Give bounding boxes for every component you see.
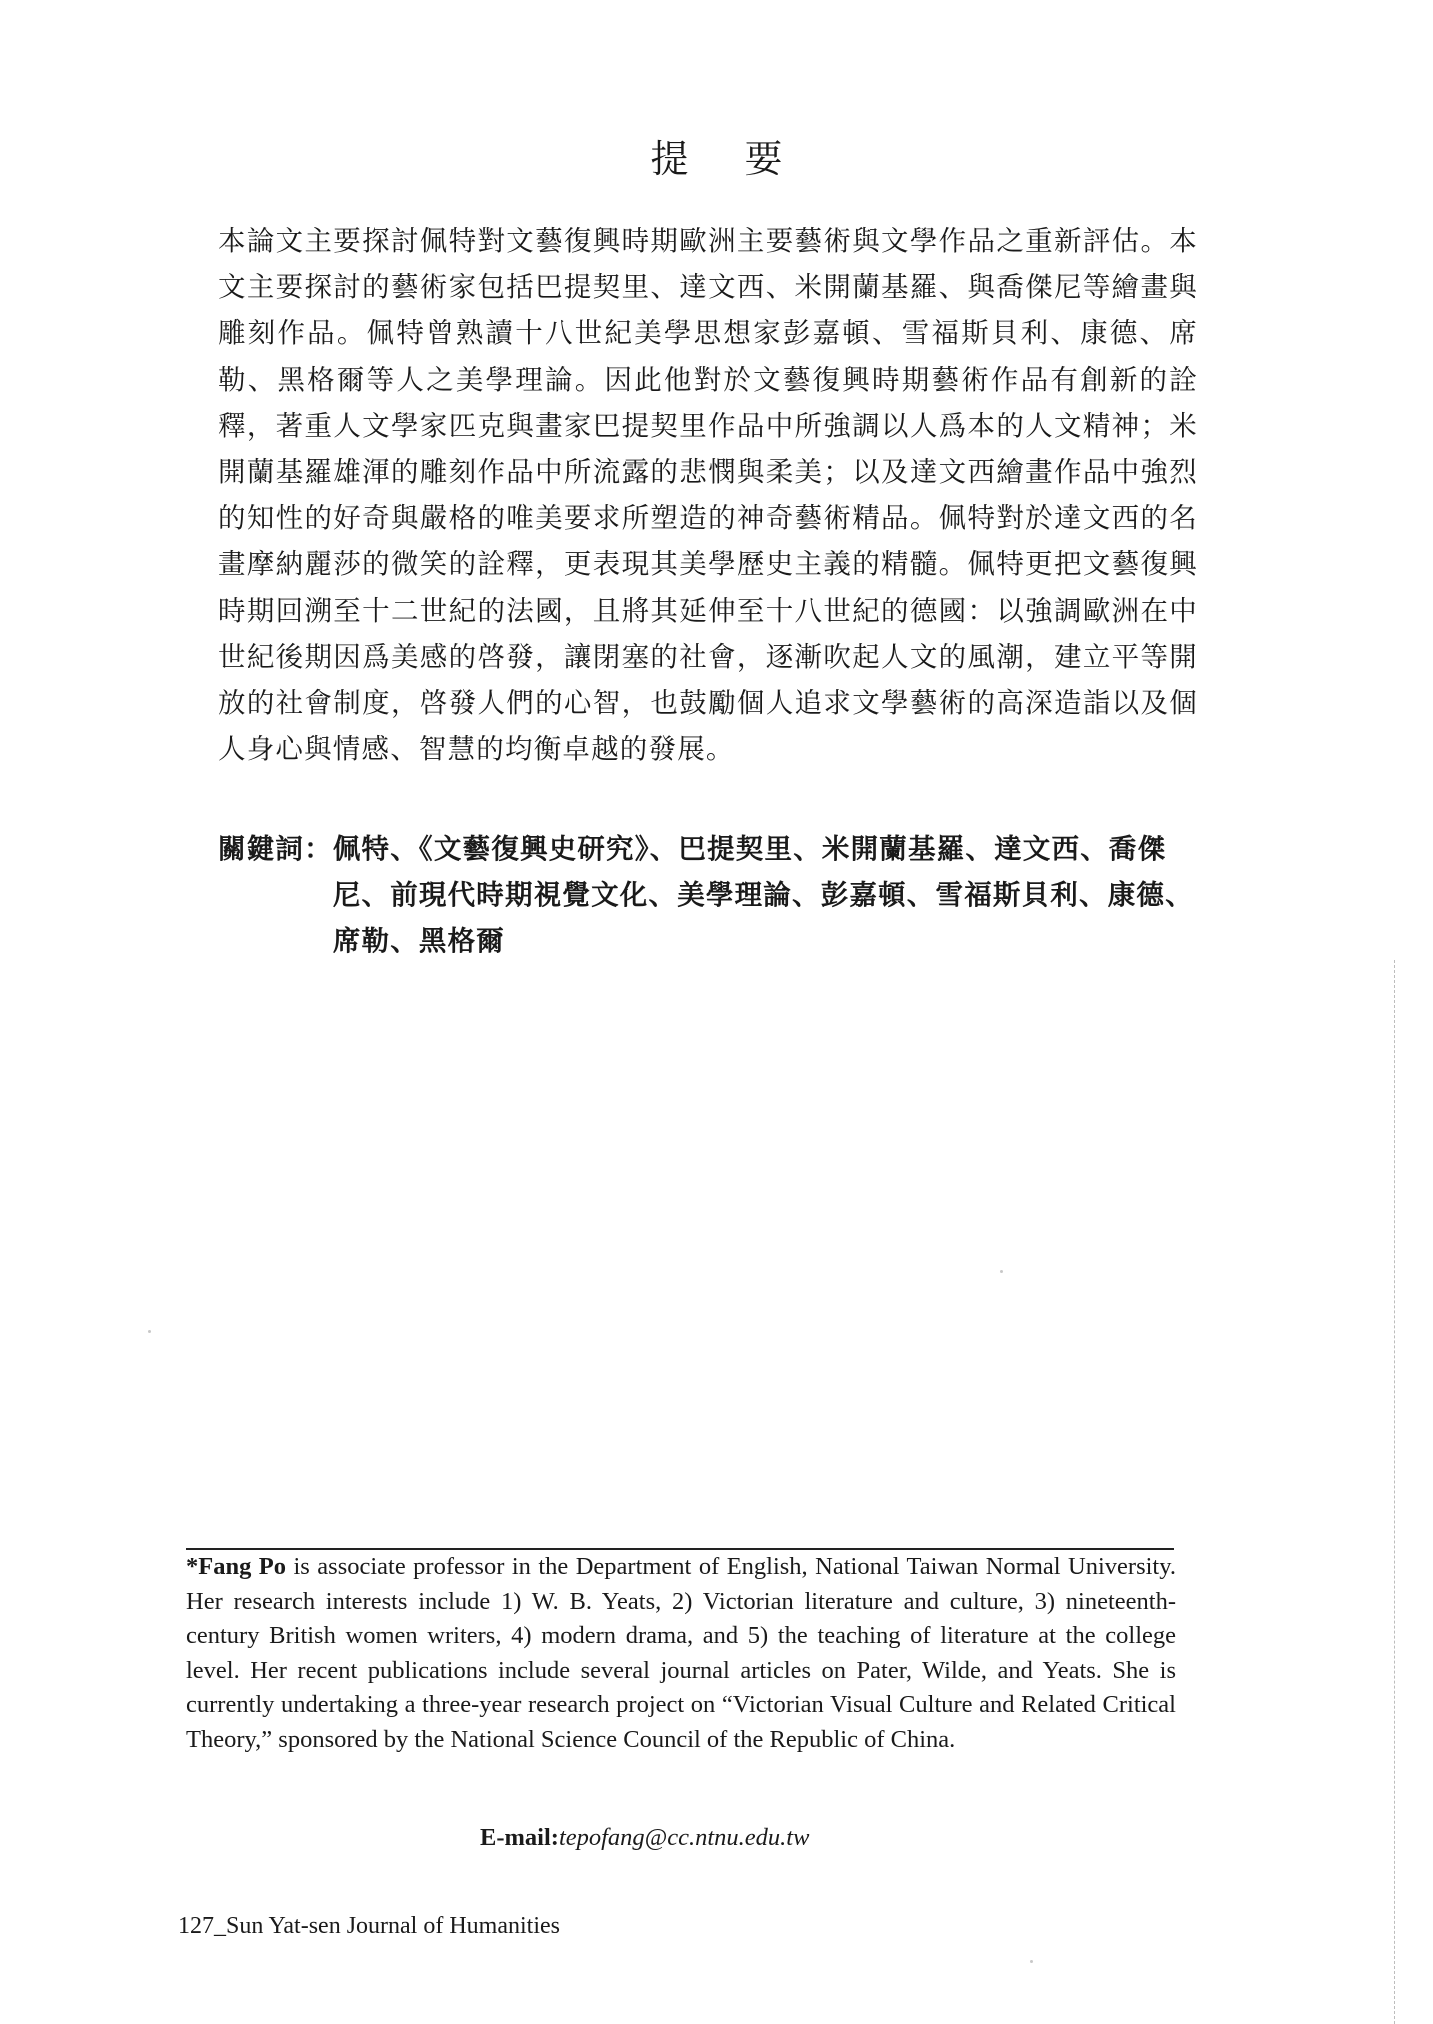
keywords-block	[218, 826, 1208, 964]
abstract-title: 提 要	[650, 137, 805, 181]
keywords-text: 佩特、《文藝復興史研究》、巴提契里、米開蘭基羅、達文西、喬傑尼、前現代時期視覺文化、美學理論、彭嘉頓、雪福斯貝利、康德、席勒、黑格爾	[332, 833, 1194, 957]
page-footer: 127_Sun Yat-sen Journal of Humanities	[178, 1913, 560, 1939]
scan-edge-artifact	[1394, 960, 1395, 2024]
email-label: E-mail:	[480, 1824, 559, 1851]
keywords-label: 關鍵詞：	[218, 833, 333, 865]
abstract-body: 本論文主要探討佩特對文藝復興時期歐洲主要藝術與文學作品之重新評估。本文主要探討的藝術家包括巴提契里、達文西、米開蘭基羅、與喬傑尼等繪畫與雕刻作品。佩特曾熟讀十八世紀美學思想家彭嘉頓、雪福斯貝利、康德、席勒、黑格爾等人之美學理論。因此他對於文藝復興時期藝術作品有創新的詮釋，著重人文學家匹克與畫家巴提契里作品中所強調以人爲本的人文精神；米開蘭基羅雄渾的雕刻作品中所流露的悲憫與柔美；以及達文西繪畫作品中強烈的知性的好奇與嚴格的唯美要求所塑造的神奇藝術精品。佩特對於達文西的名畫摩納麗莎的微笑的詮釋，更表現其美學歷史主義的精髓。佩特更把文藝復興時期回溯至十二世紀的法國，且將其延伸至十八世紀的德國：以強調歐洲在中世紀後期因爲美感的啓發，讓閉塞的社會，逐漸吹起人文的風潮，建立平等開放的社會制度，啓發人們的心智，也鼓勵個人追求文學藝術的高深造詣以及個人身心與情感、智慧的均衡卓越的發展。	[218, 225, 1198, 766]
footnote-author: *Fang Po	[186, 1553, 287, 1580]
email-line	[480, 1824, 809, 1852]
footnote-text: is associate professor in the Department of English, National Taiwan Normal University. Her research interests include 1) W. B. Yeats, 2) Victorian literature and culture, 3) nineteenth-century British women writers, 4) modern drama, and 5) the teaching of literature at the college level. Her recent publications include several journal articles on Pater, Wilde, and Yeats. She is currently undertaking a three-year research project on “Victorian Visual Culture and Related Critical Theory,” sponsored by the National Science Council of the Republic of China.	[186, 1553, 1177, 1753]
scan-speck	[148, 1330, 151, 1333]
author-footnote	[186, 1550, 1176, 1757]
scan-speck	[1030, 1960, 1033, 1963]
email-address[interactable]: tepofang@cc.ntnu.edu.tw	[558, 1824, 810, 1851]
scan-speck	[1000, 1270, 1003, 1273]
